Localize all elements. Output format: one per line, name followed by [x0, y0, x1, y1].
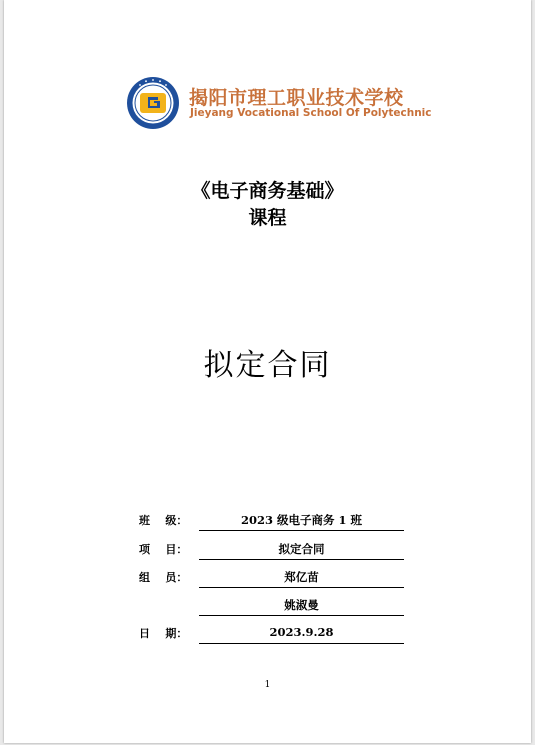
- course-title: 《电子商务基础》: [191, 180, 344, 202]
- document-page: [4, 0, 531, 743]
- page-number: 1: [264, 680, 271, 690]
- underline: [199, 559, 404, 560]
- info-row-members-cont: [139, 593, 404, 617]
- school-logo: [126, 76, 432, 132]
- underline: [199, 615, 404, 616]
- info-value: 郑亿苗: [284, 570, 319, 584]
- info-value: 拟定合同: [278, 542, 325, 556]
- underline: [199, 643, 404, 644]
- info-row-members: [139, 565, 404, 589]
- info-value: 2023.9.28: [269, 625, 334, 639]
- underline: [199, 587, 404, 588]
- school-name-en: Jieyang Vocational School Of Polytechnic: [190, 107, 432, 119]
- school-name-cn: 揭阳市理工职业技术学校: [189, 87, 404, 109]
- underline: [199, 530, 404, 531]
- info-label: 日 期：: [139, 627, 188, 640]
- info-label: 班 级：: [139, 514, 188, 527]
- info-label: 项 目：: [139, 543, 188, 556]
- info-row-class: [139, 508, 404, 532]
- info-label: 组 员：: [139, 571, 188, 584]
- course-suffix: 课程: [248, 207, 287, 229]
- school-seal-icon: [126, 76, 180, 130]
- project-topic-title: 拟定合同: [203, 348, 332, 383]
- info-row-date: [139, 621, 404, 645]
- info-row-project: [139, 537, 404, 561]
- info-value: 姚淑曼: [284, 598, 319, 612]
- info-value: 2023 级电子商务 1 班: [240, 513, 363, 527]
